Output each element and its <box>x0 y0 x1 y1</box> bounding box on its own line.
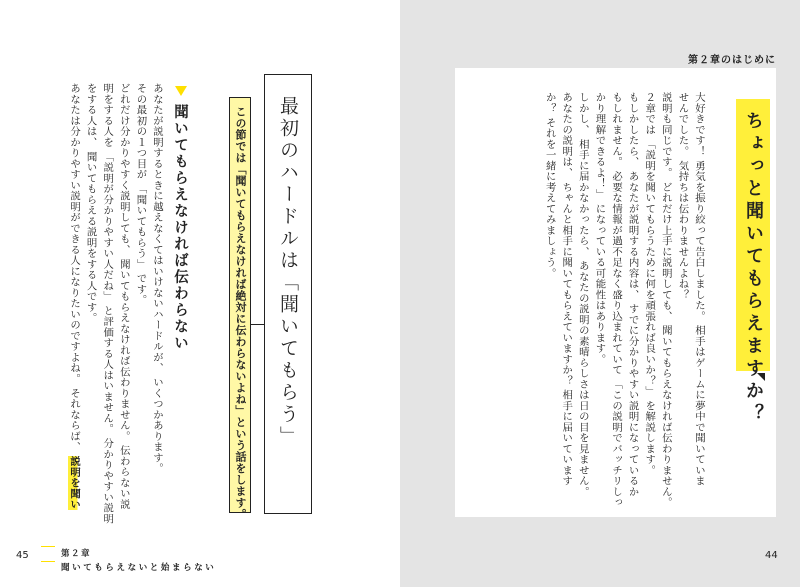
callout-corner-mark <box>757 373 765 381</box>
footer-chapter: 第２章 <box>61 549 92 559</box>
right-paragraph: あなたの説明は、 ちゃんと相手に聞いてもらえていますか？ 相手に届いています <box>560 92 573 487</box>
right-paragraph: しかし、 相手に届かなかったら、 あなたの説明の素晴らしさは日の目を見ません。 <box>576 92 589 498</box>
section-note: この節では「聞いてもらえなければ絶対に伝わらないよね」という話をします。 <box>229 97 251 513</box>
right-paragraph: か？ それを一緒に考えてみましょう。 <box>543 92 556 279</box>
right-paragraph: かり理解できるよ！」 になっている可能性はあります。 <box>593 92 606 365</box>
footer-title: 聞いてもらえないと始まらない <box>61 563 217 573</box>
page-number-right: 44 <box>765 550 778 561</box>
callout-title: ちょっと聞いてもらえますか？ <box>736 99 770 371</box>
footer-rule <box>41 561 55 562</box>
right-paragraph: もしかしたら、 あなたが説明する内容は、 すでに分かりやすい説明になっているか <box>626 92 639 498</box>
right-paragraph: ２章では 「説明を聞いてもらうために何を頑張れば良いか？」 を解説します。 <box>643 92 656 476</box>
footer-rule <box>41 546 55 547</box>
triangle-marker-icon <box>175 86 187 96</box>
right-paragraph: 説明も同じです。 どれだけ上手に説明しても、 聞いてもらえなければ伝わりません。 <box>659 92 672 508</box>
title-connector-line <box>250 324 264 325</box>
left-body-text <box>45 83 165 524</box>
right-paragraph: もしれません。 必要な情報が過不足なく盛り込まれていて 「この説明でバッチリしっ <box>610 92 623 508</box>
page-number-left: 45 <box>16 550 29 561</box>
left-last-text: あなたは分かりやすい説明ができる人になりたいのですよね。 それならば、 <box>68 83 81 456</box>
left-paragraph: その最初の１つ目が 「聞いてもらう」 です。 <box>134 83 147 306</box>
left-paragraph: 明をする人を 「説明が分かりやすい人だね」 と評価する人はいません。 分かりやすい説明 <box>101 83 114 524</box>
section-title: 最初のハードルは「聞いてもらう」 <box>277 96 299 448</box>
right-paragraph: せんでした。 気持ちは伝わりませんよね？ <box>676 92 689 300</box>
chapter-heading: 第２章のはじめに <box>688 55 776 66</box>
subheading: 聞いてもらえなければ伝わらない <box>172 104 188 352</box>
left-paragraph: をする人は、 聞いてもらえる説明をする人です。 <box>84 83 97 324</box>
right-paragraph: 大好きです！ 勇気を振り絞って告白しました。 相手はゲームに夢中で聞いていま <box>693 92 705 487</box>
left-paragraph: あなたが説明するときに越えなくてはいけないハードルが、 いくつかあります。 <box>151 83 163 474</box>
left-paragraph: どれだけ分かりやすく説明しても、 聞いてもらえなければ伝わりません。 伝わらない説 <box>117 83 130 510</box>
highlighted-phrase: 説明を聞い <box>68 455 81 510</box>
left-paragraph <box>65 83 82 510</box>
right-body-text <box>495 92 707 512</box>
